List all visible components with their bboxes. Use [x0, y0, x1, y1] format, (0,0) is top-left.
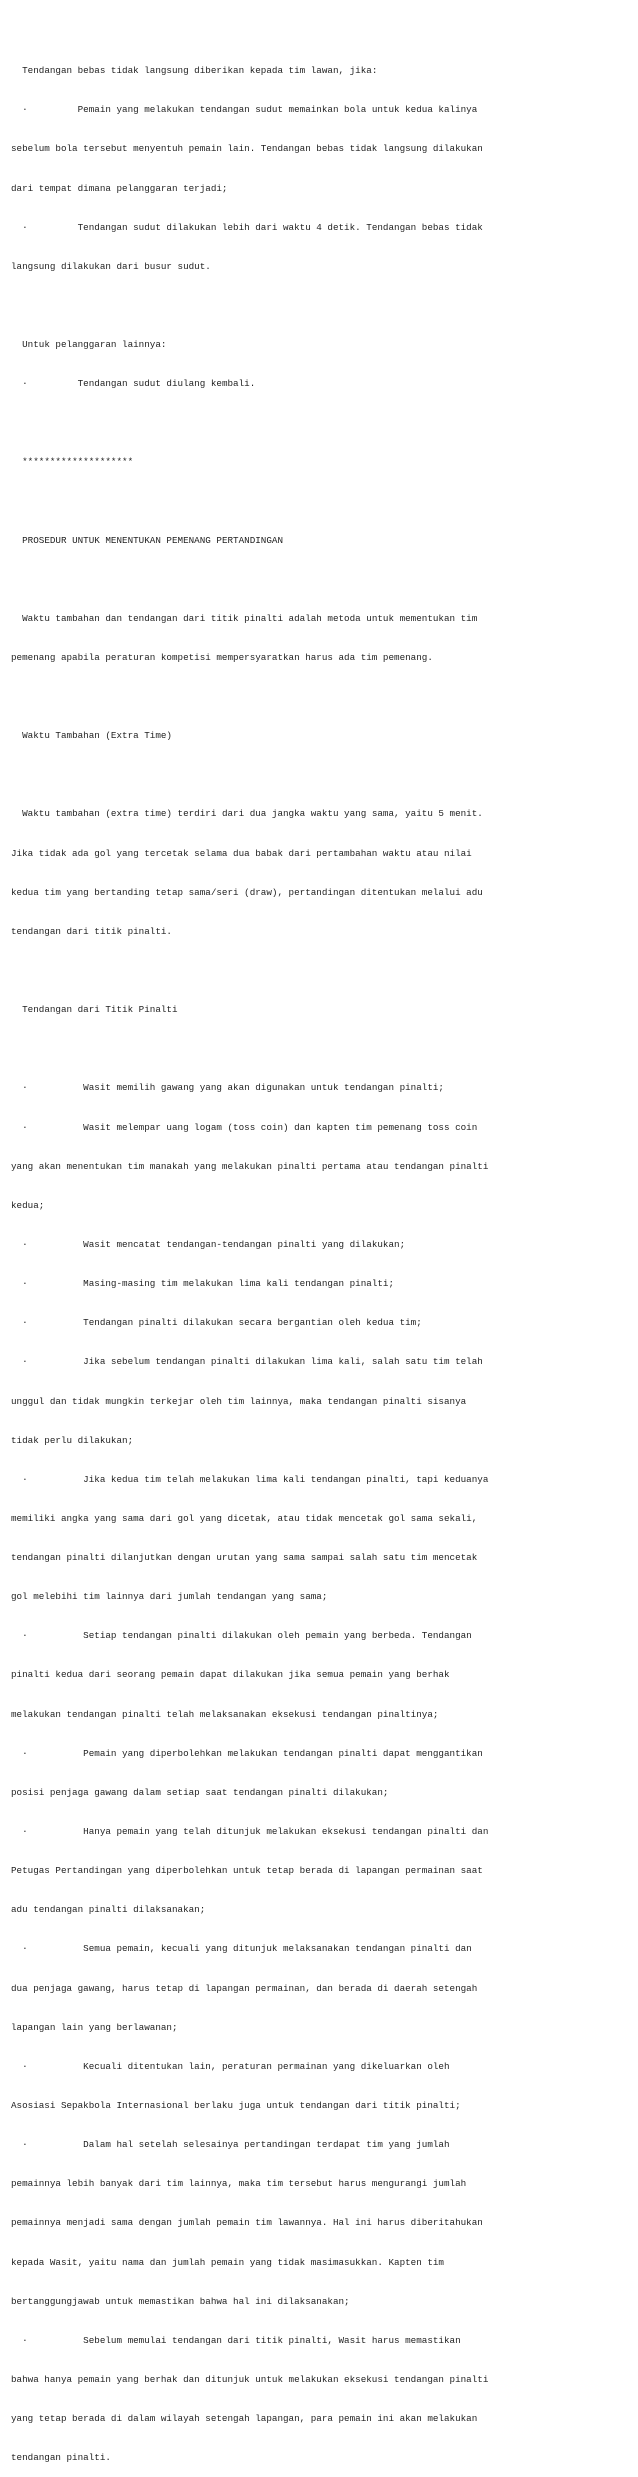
text-line: pinalti kedua dari seorang pemain dapat dilakukan jika semua pemain yang berhak	[11, 1669, 450, 1681]
text-line: Petugas Pertandingan yang diperbolehkan untuk tetap berada di lapangan permainan saat	[11, 1865, 483, 1877]
list-item: · Wasit mencatat tendangan-tendangan pinalti yang dilakukan;	[11, 1238, 406, 1250]
section-heading: PROSEDUR UNTUK MENENTUKAN PEMENANG PERTANDINGAN	[11, 534, 284, 546]
text-line: langsung dilakukan dari busur sudut.	[11, 260, 211, 272]
subsection-heading: Waktu Tambahan (Extra Time)	[11, 730, 172, 742]
text-line: sebelum bola tersebut menyentuh pemain lain. Tendangan bebas tidak langsung dilakukan	[11, 143, 483, 155]
text-line: Jika tidak ada gol yang tercetak selama dua babak dari pertambahan waktu atau nilai	[11, 847, 472, 859]
blank-line	[11, 573, 615, 586]
subsection-heading: Tendangan dari Titik Pinalti	[11, 1004, 178, 1016]
text-line: Untuk pelanggaran lainnya:	[11, 339, 167, 351]
list-item: · Jika kedua tim telah melakukan lima kali tendangan pinalti, tapi keduanya	[11, 1473, 489, 1485]
list-item: · Hanya pemain yang telah ditunjuk melakukan eksekusi tendangan pinalti dan	[11, 1826, 489, 1838]
document-body	[11, 38, 615, 2477]
list-item: · Pemain yang diperbolehkan melakukan tendangan pinalti dapat menggantikan	[11, 1747, 483, 1759]
list-item: · Jika sebelum tendangan pinalti dilakukan lima kali, salah satu tim telah	[11, 1356, 483, 1368]
text-line: Asosiasi Sepakbola Internasional berlaku juga untuk tendangan dari titik pinalti;	[11, 2100, 461, 2112]
text-line: kepada Wasit, yaitu nama dan jumlah pemain yang tidak masimasukkan. Kapten tim	[11, 2256, 444, 2268]
text-line: · Tendangan sudut diulang kembali.	[11, 378, 256, 390]
list-item: · Semua pemain, kecuali yang ditunjuk melaksanakan tendangan pinalti dan	[11, 1943, 472, 1955]
text-line: pemainnya lebih banyak dari tim lainnya, maka tim tersebut harus mengurangi jumlah	[11, 2178, 467, 2190]
text-line: lapangan lain yang berlawanan;	[11, 2021, 178, 2033]
text-line: Waktu tambahan (extra time) terdiri dari dua jangka waktu yang sama, yaitu 5 menit.	[11, 808, 483, 820]
text-line: bahwa hanya pemain yang berhak dan ditunjuk untuk melakukan eksekusi tendangan pinalti	[11, 2374, 489, 2386]
separator-line: ********************	[11, 456, 134, 468]
text-line: bertanggungjawab untuk memastikan bahwa hal ini dilaksanakan;	[11, 2295, 350, 2307]
text-line: tidak perlu dilakukan;	[11, 1434, 134, 1446]
text-line: Waktu tambahan dan tendangan dari titik pinalti adalah metoda untuk mementukan tim	[11, 612, 478, 624]
list-item: · Sebelum memulai tendangan dari titik pinalti, Wasit harus memastikan	[11, 2334, 461, 2346]
text-line: dari tempat dimana pelanggaran terjadi;	[11, 182, 228, 194]
text-line: yang akan menentukan tim manakah yang melakukan pinalti pertama atau tendangan pinalti	[11, 1160, 489, 1172]
blank-line	[11, 416, 615, 429]
list-item: · Tendangan pinalti dilakukan secara bergantian oleh kedua tim;	[11, 1317, 422, 1329]
blank-line	[11, 1042, 615, 1055]
blank-line	[11, 964, 615, 977]
text-line: gol melebihi tim lainnya dari jumlah tendangan yang sama;	[11, 1591, 328, 1603]
text-line: dua penjaga gawang, harus tetap di lapangan permainan, dan berada di daerah setengah	[11, 1982, 478, 1994]
list-item: · Wasit melempar uang logam (toss coin) dan kapten tim pemenang toss coin	[11, 1121, 478, 1133]
text-line: · Tendangan sudut dilakukan lebih dari waktu 4 detik. Tendangan bebas tidak	[11, 221, 483, 233]
blank-line	[11, 495, 615, 508]
list-item: · Dalam hal setelah selesainya pertandingan terdapat tim yang jumlah	[11, 2139, 450, 2151]
text-line: tendangan pinalti dilanjutkan dengan urutan yang sama sampai salah satu tim mencetak	[11, 1552, 478, 1564]
text-line: kedua;	[11, 1199, 45, 1211]
text-line: tendangan pinalti.	[11, 2452, 111, 2464]
text-line: tendangan dari titik pinalti.	[11, 925, 172, 937]
text-line: Tendangan bebas tidak langsung diberikan kepada tim lawan, jika:	[11, 65, 378, 77]
text-line: pemainnya menjadi sama dengan jumlah pemain tim lawannya. Hal ini harus diberitahukan	[11, 2217, 483, 2229]
text-line: posisi penjaga gawang dalam setiap saat tendangan pinalti dilakukan;	[11, 1786, 389, 1798]
text-line: yang tetap berada di dalam wilayah setengah lapangan, para pemain ini akan melakukan	[11, 2413, 478, 2425]
list-item: · Masing-masing tim melakukan lima kali tendangan pinalti;	[11, 1278, 395, 1290]
blank-line	[11, 299, 615, 312]
list-item: · Kecuali ditentukan lain, peraturan permainan yang dikeluarkan oleh	[11, 2060, 450, 2072]
text-line: memiliki angka yang sama dari gol yang dicetak, atau tidak mencetak gol sama sekali,	[11, 1512, 478, 1524]
text-line: kedua tim yang bertanding tetap sama/seri (draw), pertandingan ditentukan melalui adu	[11, 886, 483, 898]
text-line: melakukan tendangan pinalti telah melaksanakan eksekusi tendangan pinaltinya;	[11, 1708, 439, 1720]
text-line: adu tendangan pinalti dilaksanakan;	[11, 1904, 206, 1916]
list-item: · Setiap tendangan pinalti dilakukan oleh pemain yang berbeda. Tendangan	[11, 1630, 472, 1642]
blank-line	[11, 690, 615, 703]
list-item: · Wasit memilih gawang yang akan digunakan untuk tendangan pinalti;	[11, 1082, 444, 1094]
blank-line	[11, 768, 615, 781]
text-line: unggul dan tidak mungkin terkejar oleh tim lainnya, maka tendangan pinalti sisanya	[11, 1395, 467, 1407]
text-line: · Pemain yang melakukan tendangan sudut memainkan bola untuk kedua kalinya	[11, 104, 478, 116]
text-line: pemenang apabila peraturan kompetisi mempersyaratkan harus ada tim pemenang.	[11, 652, 433, 664]
